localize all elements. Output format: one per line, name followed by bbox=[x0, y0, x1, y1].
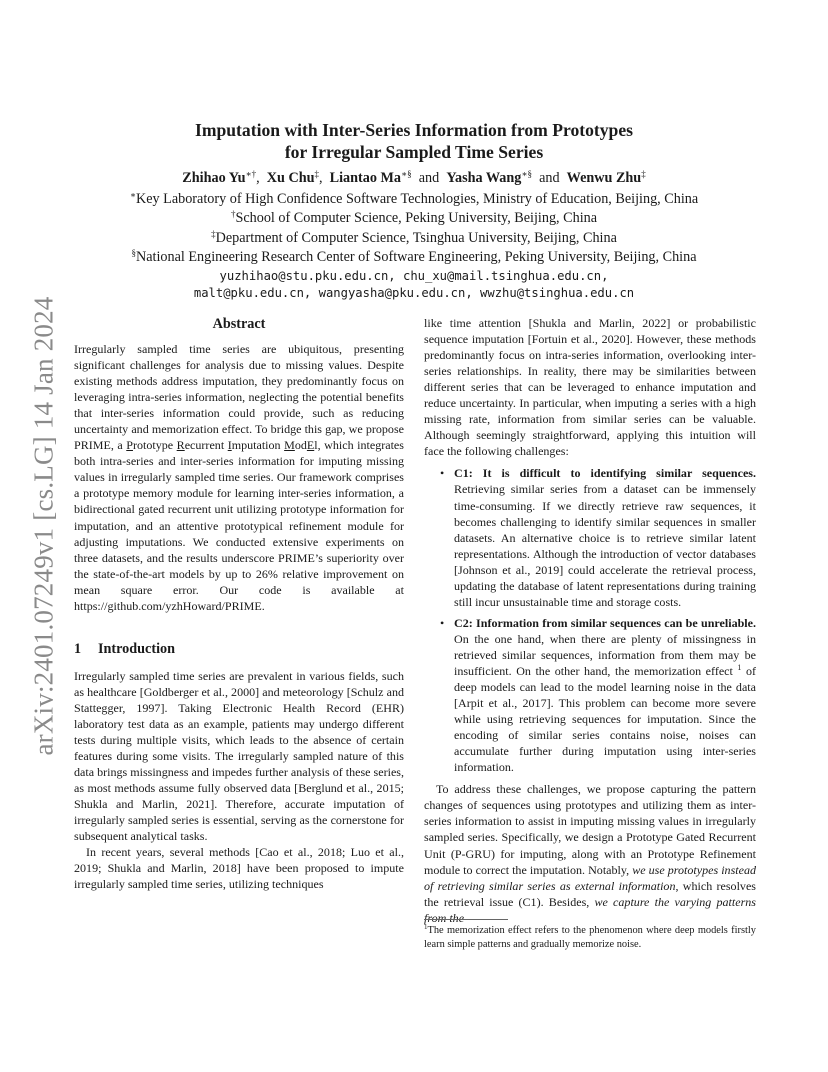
affiliation-mark: ∗ bbox=[129, 190, 136, 200]
title-line-2: for Irregular Sampled Time Series bbox=[284, 142, 544, 162]
abstract-text-end: , which integrates both intra-series and inter-series information for imputing missing values in irregularly sampled time series. Our framework comprises a prototype memory module for learning inter-series information, a bidirectional gated recurrent unit utilizing prototype information for imputation, and an attentive prototypical refinement module for adjusting imputations. We conducted extensive experiments on three datasets, and the results underscore PRIME’s superiority over the state-of-the-art models by up to 26% relative improvement on mean square error. Our code is available at https://github.com/yzhHoward/PRIME. bbox=[74, 438, 404, 613]
challenge-item bbox=[424, 615, 756, 775]
acronym-word: mputation bbox=[231, 438, 285, 453]
acronym-letter: I bbox=[227, 438, 232, 453]
acronym-word: ecurrent bbox=[184, 438, 228, 453]
affiliation-mark: † bbox=[230, 209, 236, 220]
affiliation-text: Key Laboratory of High Confidence Software Technologies, Ministry of Education, Beijing, China bbox=[135, 191, 699, 207]
intro-paragraph-1: Irregularly sampled time series are prevalent in various fields, such as healthcare [Goldberger et al., 2000] and meteorology [Schulz and Stattegger, 1997]. Taking Electronic Health Record (EHR) laboratory test data as an example, patients may undergo different tests during multiple visits, which leads to the absence of certain features during some visits. The irregularly sampled nature of this data brings missingness and impedes further analysis of these series, as most methods assume fully observed data [Berglund et al., 2015; Shukla and Marlin, 2021]. Therefore, accurate imputation of irregularly sampled series is essential, serving as the cornerstone for subsequent analytical tasks. bbox=[74, 668, 404, 844]
affiliation-text: National Engineering Research Center of Software Engineering, Peking University, Beijing, China bbox=[135, 249, 697, 266]
author-name: Zhihao Yu bbox=[182, 170, 246, 186]
author-name: Yasha Wang bbox=[446, 170, 522, 186]
challenge-list bbox=[424, 465, 756, 775]
footnote-divider bbox=[424, 919, 508, 920]
author-separator: , bbox=[256, 170, 260, 186]
abstract-heading: Abstract bbox=[212, 316, 266, 332]
arxiv-identifier bbox=[24, 292, 64, 760]
author-separator: , bbox=[319, 170, 323, 186]
email-list bbox=[74, 268, 754, 303]
arxiv-identifier-text: arXiv:2401.07249v1 [cs.LG] 14 Jan 2024 bbox=[28, 296, 59, 756]
email-line: yuzhihao@stu.pku.edu.cn, chu_xu@mail.tsinghua.edu.cn, bbox=[219, 268, 609, 283]
paragraph-text: To address these challenges, we propose capturing the pattern changes of sequences using prototypes and utilizing them as inter-series information to assist in imputing missing values in irregularly sampled series. Specifically, we design a Prototype Gated Recurrent Unit (P-GRU) for imputing, along with an Prototype Refinement module to correct the imputation. Notably, bbox=[424, 782, 756, 877]
affiliation-mark: § bbox=[131, 248, 136, 259]
right-column bbox=[424, 315, 756, 926]
acronym-word: rototype bbox=[132, 438, 177, 453]
intro-paragraph-2: In recent years, several methods [Cao et al., 2018; Luo et al., 2019; Shukla and Marlin, 2018] have been proposed to impute irregularly sampled time series, utilizing techniques bbox=[74, 845, 404, 892]
bullet-icon: • bbox=[440, 615, 445, 630]
intro-paragraph-3: like time attention [Shukla and Marlin, 2022] or probabilistic sequence imputation [Fortuin et al., 2020]. However, these methods predominantly focus on intra-series information, overlooking inter-series relationships. In reality, there may be similarities between different series that can be leveraged to enhance imputation and reduce uncertainty. In particular, when imputing a series with a high missing rate, information from similar series can be valuable. Although seemingly straightforward, applying this intuition will face the following challenges: bbox=[424, 316, 756, 459]
author-mark: ‡ bbox=[641, 169, 646, 179]
affiliation-text: Department of Computer Science, Tsinghua University, Beijing, China bbox=[215, 229, 617, 246]
challenge-lead: C2: Information from similar sequences can be unreliable. bbox=[454, 615, 756, 630]
challenge-item bbox=[424, 465, 756, 609]
footnote bbox=[424, 924, 756, 951]
affiliation bbox=[74, 229, 754, 248]
bullet-icon: • bbox=[440, 466, 445, 481]
affiliation-block bbox=[74, 190, 754, 303]
section-number: 1 bbox=[74, 640, 82, 657]
challenge-lead: C1: It is difficult to identifying similar sequences. bbox=[454, 466, 756, 481]
author-mark: ‡ bbox=[314, 169, 320, 179]
affiliation-mark: ‡ bbox=[211, 228, 216, 239]
paper-title bbox=[74, 119, 754, 163]
footnote-mark: 1 bbox=[424, 923, 428, 931]
author-and: and bbox=[418, 170, 440, 186]
affiliation bbox=[74, 190, 754, 209]
affiliation bbox=[74, 209, 754, 228]
acronym-word: l bbox=[314, 438, 318, 453]
author-name: Wenwu Zhu bbox=[566, 170, 642, 186]
paragraph-text: , which resolves the retrieval issue (C1). Besides, bbox=[424, 878, 756, 909]
author-name: Xu Chu bbox=[266, 170, 315, 186]
email-line: malt@pku.edu.cn, wangyasha@pku.edu.cn, wwzhu@tsinghua.edu.cn bbox=[193, 286, 635, 301]
section-title: Introduction bbox=[98, 640, 175, 657]
author-and: and bbox=[539, 170, 560, 186]
acronym-letter: P bbox=[126, 438, 133, 453]
author-name: Liantao Ma bbox=[329, 170, 401, 186]
acronym-letter: R bbox=[176, 438, 185, 453]
emphasis-text: we capture the varying patterns from the bbox=[424, 894, 756, 925]
title-line-1: Imputation with Inter-Series Information from Prototypes bbox=[194, 120, 633, 140]
author-list bbox=[74, 170, 754, 187]
challenge-text: Retrieving similar series from a dataset can be immensely time-consuming. If we directly retrieve raw sequences, it becomes challenging to identify similar sequences in smaller datasets. An alternative choice is to retrieve similar latent representations. Although the introduction of vector databases [Johnson et al., 2019] could accelerate the retrieval process, updating the database of latent representations during training still incur unsustainable time and storage costs. bbox=[454, 482, 756, 609]
affiliation-text: School of Computer Science, Peking University, Beijing, China bbox=[235, 210, 598, 227]
affiliation bbox=[74, 248, 754, 267]
acronym-letter: M bbox=[284, 438, 295, 453]
acronym-word: od bbox=[294, 438, 307, 453]
left-column bbox=[74, 315, 404, 892]
footnote-text: The memorization effect refers to the phenomenon where deep models firstly learn simple patterns and gradually memorize noise. bbox=[424, 925, 756, 950]
challenge-text: On the one hand, when there are plenty of missingness in retrieved similar sequences, information from them may be insufficient. On the other hand, the memorization effect bbox=[454, 631, 756, 678]
emphasis-text: we use prototypes instead of retrieving similar series as external information bbox=[424, 862, 756, 893]
footnote-reference[interactable]: 1 bbox=[737, 662, 742, 672]
abstract-text-start: Irregularly sampled time series are ubiquitous, presenting significant challenges for analysis due to missing values. Despite existing methods address imputation, they predominantly focus on leveraging intra-series information, neglecting the potential benefits that inter-series information could provide, such as reducing uncertainty and memorization effect. To bridge this gap, we propose PRIME, a bbox=[74, 342, 404, 453]
abstract-text bbox=[74, 341, 404, 614]
author-mark: ∗† bbox=[245, 169, 257, 179]
section-heading bbox=[74, 640, 404, 658]
challenge-text: of deep models can lead to the model learning noise in the data [Arpit et al., 2017]. This problem can become more severe while using retrieving sequences for imputation. Since the encoding of similar series contains noise, noises can accumulate further during imputation using inter-series information. bbox=[454, 663, 756, 775]
author-mark: ∗§ bbox=[521, 169, 532, 179]
intro-paragraph-4 bbox=[424, 781, 756, 925]
acronym-letter: E bbox=[306, 438, 315, 453]
author-mark: ∗§ bbox=[401, 169, 412, 179]
